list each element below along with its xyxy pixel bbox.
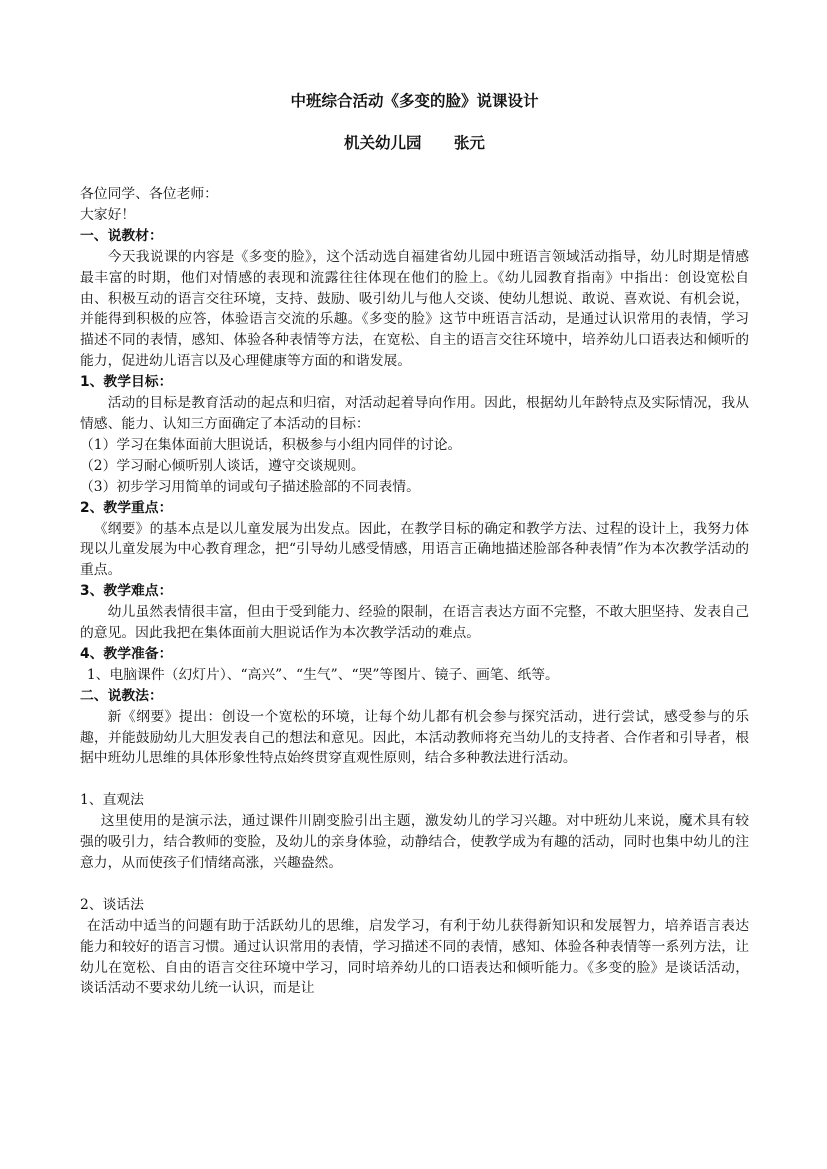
section-heading: 二、说教法： (80, 687, 163, 704)
goal-item: （2）学习耐心倾听别人谈话，遵守交谈规则。 (80, 457, 365, 474)
document-title: 中班综合活动《多变的脸》说课设计 (290, 92, 539, 110)
method-title: 2、谈话法 (80, 896, 144, 913)
goal-item: （3）初步学习用简单的词或句子描述脸部的不同表情。 (80, 478, 420, 495)
subsection-heading: 2、教学重点： (80, 499, 173, 516)
greeting-line: 各位同学、各位老师： (80, 186, 218, 202)
paragraph: 《纲要》的基本点是以儿童发展为出发点。因此，在教学目标的确定和教学方法、过程的设计上，我努力体现以儿童发展为中心教育理念，把“引导幼儿感受情感，用语言正确地描述脸部各种表情”作为本次教学活动的重点。 (80, 520, 749, 579)
subsection-heading: 1、教学目标： (80, 374, 173, 391)
paragraph: 活动的目标是教育活动的起点和归宿，对活动起着导向作用。因此，根据幼儿年龄特点及实际情况，我从情感、能力、认知三方面确定了本活动的目标： (80, 395, 749, 432)
paragraph: 在活动中适当的问题有助于活跃幼儿的思维，启发学习，有利于幼儿获得新知识和发展智力，培养语言表达能力和较好的语言习惯。通过认识常用的表情，学习描述不同的表情，感知、体验各种表情等一系列方法，让幼儿在宽松、自由的语言交往环境中学习，同时培养幼儿的口语表达和倾听能力。《多变的脸》是谈话活动，谈话活动不要求幼儿统一认识，而是让 (80, 917, 749, 997)
author-line: 机关幼儿园 张元 (344, 134, 485, 152)
document-page (80, 90, 749, 999)
paragraph: 新《纲要》提出：创设一个宽松的环境，让每个幼儿都有机会参与探究活动，进行尝试，感受参与的乐趣，并能鼓励幼儿大胆发表自己的想法和意见。因此，本活动教师将充当幼儿的支持者、合作者和引导者，根据中班幼儿思维的具体形象性特点始终贯穿直观性原则，结合多种教法进行活动。 (80, 708, 749, 767)
goal-item: （1）学习在集体面前大胆说话，积极参与小组内同伴的讨论。 (80, 436, 462, 453)
subsection-heading: 3、教学难点： (80, 583, 173, 600)
method-title: 1、直观法 (80, 792, 144, 809)
paragraph: 今天我说课的内容是《多变的脸》，这个活动选自福建省幼儿园中班语言领域活动指导，幼儿时期是情感最丰富的时期，他们对情感的表现和流露往往体现在他们的脸上。《幼儿园教育指南》中指出：创设宽松自由、积极互动的语言交往环境，支持、鼓励、吸引幼儿与他人交谈、使幼儿想说、敢说、喜欢说、有机会说，并能得到积极的应答，体验语言交流的乐趣。《多变的脸》这节中班语言活动，是通过认识常用的表情，学习描述不同的表情，感知、体验各种表情等方法，在宽松、自主的语言交往环境中，培养幼儿口语表达和倾听的能力，促进幼儿语言以及心理健康等方面的和谐发展。 (80, 248, 749, 370)
paragraph: 幼儿虽然表情很丰富，但由于受到能力、经验的限制，在语言表达方面不完整，不敢大胆坚持、发表自己的意见。因此我把在集体面前大胆说话作为本次教学活动的难点。 (80, 604, 749, 642)
spacer (80, 769, 749, 790)
subsection-heading: 4、教学准备： (80, 645, 173, 662)
paragraph: 1、电脑课件（幻灯片）、“高兴”、“生气”、“哭”等图片、镜子、画笔、纸等。 (86, 666, 559, 683)
greeting-line: 大家好！ (80, 206, 136, 223)
paragraph: 这里使用的是演示法，通过课件川剧变脸引出主题，激发幼儿的学习兴趣。对中班幼儿来说，魔术具有较强的吸引力，结合教师的变脸，及幼儿的亲身体验，动静结合，使教学成为有趣的活动，同时也集中幼儿的注意力，从而使孩子们情绪高涨，兴趣盎然。 (80, 813, 749, 871)
spacer (80, 874, 749, 895)
section-heading: 一、说教材： (80, 227, 163, 244)
